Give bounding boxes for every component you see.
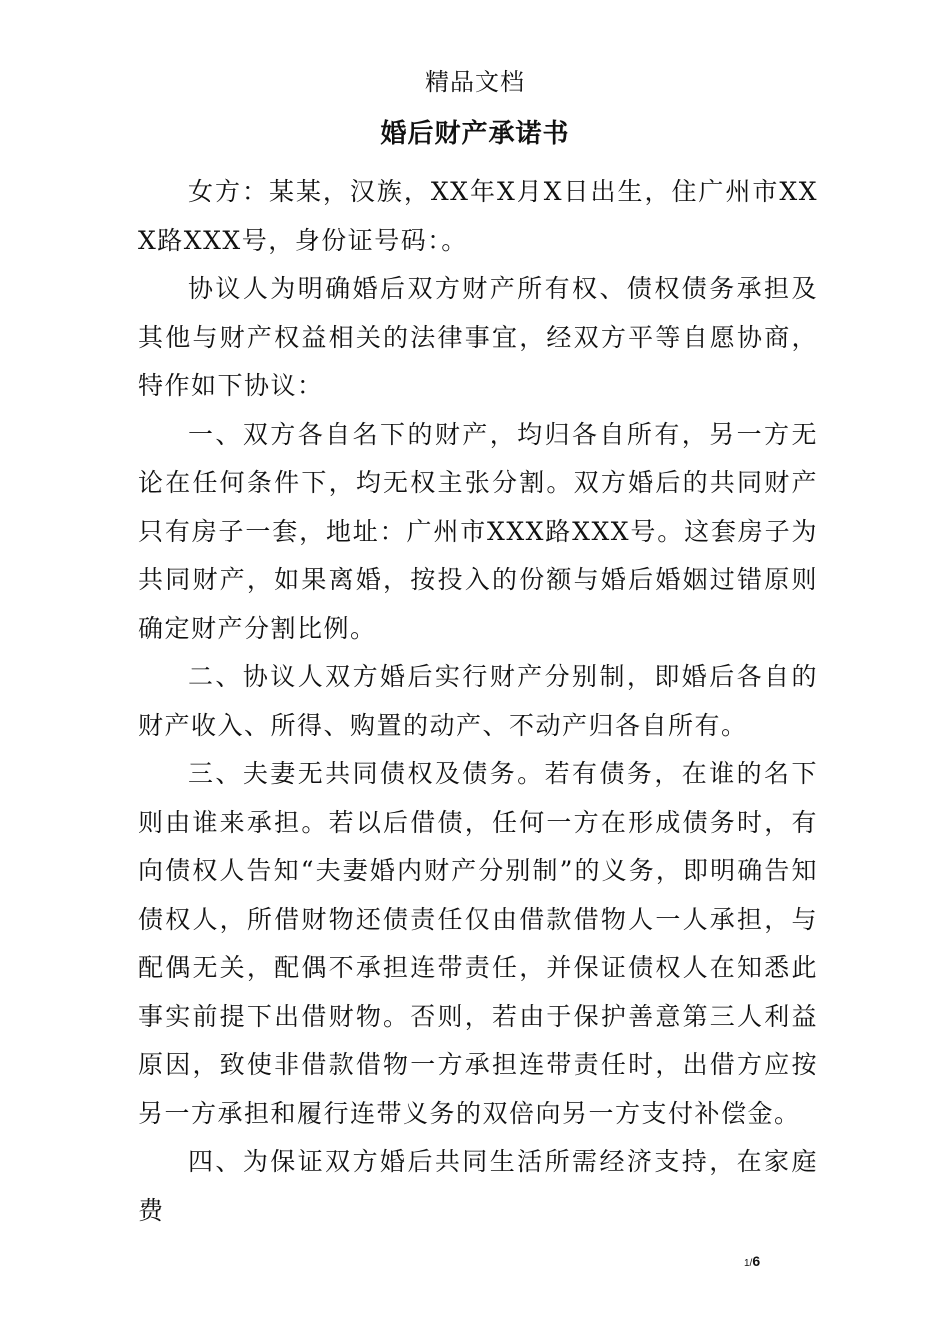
paragraph-clause-4: 四、为保证双方婚后共同生活所需经济支持，在家庭费 (138, 1147, 818, 1225)
document-body (138, 168, 818, 1235)
paragraph-clause-3: 三、夫妻无共同债权及债务。若有债务，在谁的名下则由谁来承担。若以后借债，任何一方在形成债务时，有向债权人告知“夫妻婚内财产分别制”的义务，即明确告知债权人，所借财物还债责任仅由借款借物人一人承担，与配偶无关，配偶不承担连带责任，并保证债权人在知悉此事实前提下出借财物。否则，若由于保护善意第三人利益原因，致使非借款借物一方承担连带责任时，出借方应按另一方承担和履行连带义务的双倍向另一方支付补偿金。 (138, 759, 818, 1128)
paragraph-clause-2: 二、协议人双方婚后实行财产分别制，即婚后各自的财产收入、所得、购置的动产、不动产归各自所有。 (138, 662, 818, 740)
document-header: 精品文档 (425, 68, 525, 96)
page-number (744, 1252, 760, 1273)
page-number-total: 6 (752, 1253, 761, 1269)
document-title: 婚后财产承诺书 (380, 119, 570, 149)
paragraph-clause-1: 一、双方各自名下的财产，均归各自所有，另一方无论在任何条件下，均无权主张分割。双方婚后的共同财产只有房子一套，地址：广州市XXX路XXX号。这套房子为共同财产，如果离婚，按投入的份额与婚后婚姻过错原则确定财产分割比例。 (138, 419, 818, 643)
page-number-current: 1/ (744, 1258, 753, 1269)
paragraph-party-info: 女方：某某，汉族，XX年X月X日出生，住广州市XXX路XXX号，身份证号码：。 (138, 177, 818, 255)
paragraph-preamble: 协议人为明确婚后双方财产所有权、债权债务承担及其他与财产权益相关的法律事宜，经双方平等自愿协商，特作如下协议： (138, 274, 818, 400)
